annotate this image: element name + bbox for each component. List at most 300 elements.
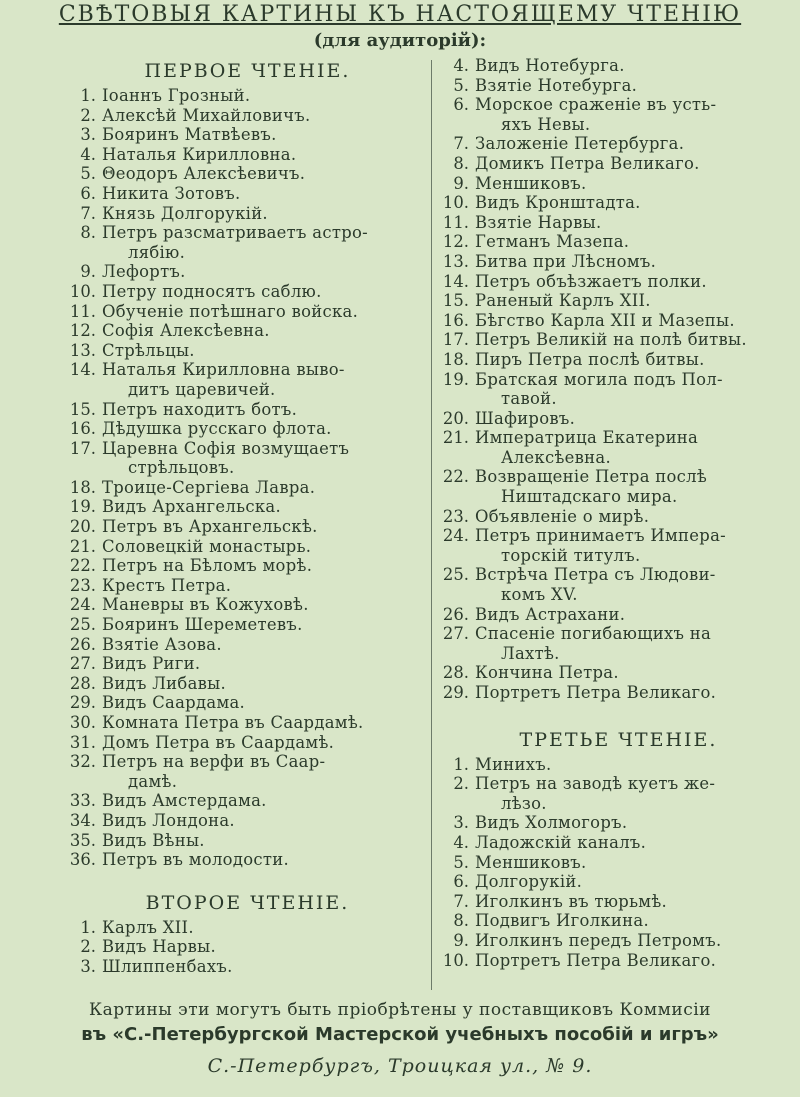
first-reading-heading: ПЕРВОЕ ЧТЕНІЕ. xyxy=(144,60,351,82)
item-number: 6. xyxy=(453,872,469,892)
list-item xyxy=(437,252,800,272)
item-number: 4. xyxy=(453,56,469,75)
list-item xyxy=(437,291,800,311)
item-number: 8. xyxy=(80,223,96,243)
item-number: 34. xyxy=(69,810,96,830)
item-text xyxy=(475,232,800,252)
second-reading-list xyxy=(40,918,425,977)
list-item xyxy=(40,164,425,184)
item-number: 2. xyxy=(80,937,96,957)
list-item xyxy=(437,134,800,154)
item-number: 3. xyxy=(80,956,96,976)
item-text-continuation: лябію. xyxy=(128,242,186,262)
item-text xyxy=(102,86,422,106)
item-number: 19. xyxy=(442,369,469,389)
list-item xyxy=(40,693,425,713)
list-item xyxy=(437,409,800,429)
item-text xyxy=(475,467,800,506)
list-item xyxy=(40,125,425,145)
list-item xyxy=(437,755,800,775)
item-number: 24. xyxy=(442,526,469,546)
item-number: 11. xyxy=(442,212,469,232)
item-number: 25. xyxy=(442,565,469,585)
item-text-line: Спасеніе погибающихъ на xyxy=(475,624,712,644)
list-item xyxy=(40,733,425,753)
item-text-line: Троице-Сергіева Лавра. xyxy=(102,477,316,497)
item-text-line: Бояринъ Шереметевъ. xyxy=(102,615,303,635)
list-item xyxy=(40,576,425,596)
item-text-line: Наталья Кирилловна выво- xyxy=(102,360,345,380)
item-text xyxy=(475,663,800,683)
item-number: 9. xyxy=(453,173,469,193)
item-text-line: Петръ объѣзжаетъ полки. xyxy=(475,271,707,291)
item-text xyxy=(102,654,422,674)
item-text xyxy=(102,478,422,498)
item-text xyxy=(102,360,422,399)
item-text-line: Шлиппенбахъ. xyxy=(102,956,233,976)
list-item xyxy=(40,517,425,537)
list-item xyxy=(40,439,425,478)
item-number: 10. xyxy=(442,193,469,213)
list-item xyxy=(40,674,425,694)
item-text xyxy=(475,174,800,194)
item-text xyxy=(475,911,800,931)
item-text xyxy=(475,330,800,350)
item-text-continuation: стрѣльцовъ. xyxy=(128,458,235,478)
item-text-line: Объявленіе о мирѣ. xyxy=(475,506,650,526)
item-number: 13. xyxy=(442,251,469,271)
item-text-line: Раненый Карлъ XII. xyxy=(475,291,651,311)
item-text xyxy=(475,951,800,971)
item-number: 31. xyxy=(69,732,96,752)
item-text-line: Софія Алексѣевна. xyxy=(102,321,270,341)
third-reading-list xyxy=(437,755,800,971)
item-text-line: Портретъ Петра Великаго. xyxy=(475,683,717,702)
list-item xyxy=(437,683,800,703)
item-text-continuation: дамѣ. xyxy=(128,771,178,791)
item-number: 28. xyxy=(69,673,96,693)
item-number: 6. xyxy=(80,183,96,203)
right-column xyxy=(437,56,800,970)
item-text-line: Видъ Нарвы. xyxy=(102,937,217,957)
list-item xyxy=(437,370,800,409)
item-text xyxy=(475,134,800,154)
list-item xyxy=(437,232,800,252)
item-text xyxy=(102,635,422,655)
item-text xyxy=(102,752,422,791)
list-item xyxy=(40,556,425,576)
item-text xyxy=(102,223,422,262)
list-item xyxy=(40,537,425,557)
list-item xyxy=(437,931,800,951)
item-text xyxy=(102,693,422,713)
item-text xyxy=(102,733,422,753)
list-item xyxy=(437,663,800,683)
item-text xyxy=(475,755,800,775)
item-number: 1. xyxy=(80,86,96,105)
item-text-line: Взятіе Нотебурга. xyxy=(475,75,638,95)
list-item xyxy=(437,951,800,971)
list-item xyxy=(437,154,800,174)
item-text-continuation: комъ XV. xyxy=(501,585,578,605)
item-number: 35. xyxy=(69,830,96,850)
list-item xyxy=(437,853,800,873)
item-text xyxy=(102,615,422,635)
item-text-line: Иголкинъ въ тюрьмѣ. xyxy=(475,891,668,911)
item-number: 23. xyxy=(69,575,96,595)
list-item xyxy=(40,831,425,851)
item-text xyxy=(102,713,422,733)
item-number: 30. xyxy=(69,713,96,732)
item-text-line: Петръ находитъ ботъ. xyxy=(102,399,298,419)
item-text xyxy=(102,497,422,517)
item-text xyxy=(102,791,422,811)
item-text-line: Кончина Петра. xyxy=(475,663,619,683)
list-item xyxy=(40,654,425,674)
list-item xyxy=(437,467,800,506)
list-item xyxy=(40,204,425,224)
item-number: 7. xyxy=(80,203,96,223)
list-item xyxy=(40,400,425,420)
item-text-line: Видъ Холмогоръ. xyxy=(475,813,628,833)
footer-note: Картины эти могутъ быть пріобрѣтены у поставщиковъ Коммисіи xyxy=(89,1000,711,1020)
item-text-line: Петръ въ Архангельскѣ. xyxy=(102,517,318,537)
item-number: 1. xyxy=(80,917,96,937)
item-number: 1. xyxy=(453,754,469,774)
list-item xyxy=(437,56,800,76)
item-number: 10. xyxy=(69,281,96,301)
item-number: 16. xyxy=(442,310,469,330)
item-text-continuation: лѣзо. xyxy=(501,793,547,813)
item-text-line: Петръ въ молодости. xyxy=(102,850,289,870)
item-number: 5. xyxy=(453,75,469,95)
item-number: 27. xyxy=(442,624,469,644)
item-number: 18. xyxy=(442,349,469,369)
item-text xyxy=(475,526,800,565)
item-text xyxy=(102,125,422,145)
item-text-line: Бояринъ Матвѣевъ. xyxy=(102,125,277,145)
list-item xyxy=(40,106,425,126)
list-item xyxy=(40,184,425,204)
item-number: 5. xyxy=(80,164,96,184)
item-text xyxy=(102,184,422,204)
item-text xyxy=(102,674,422,694)
item-text xyxy=(102,302,422,322)
item-text-line: Стрѣльцы. xyxy=(102,340,195,360)
item-text xyxy=(475,624,800,663)
item-number: 26. xyxy=(69,634,96,654)
item-text xyxy=(102,937,422,957)
item-text-line: Князь Долгорукій. xyxy=(102,203,268,223)
item-text xyxy=(102,106,422,126)
item-number: 7. xyxy=(453,134,469,154)
item-text-line: Бѣгство Карла XII и Мазепы. xyxy=(475,310,735,330)
item-text xyxy=(475,311,800,331)
item-text-line: Пиръ Петра послѣ битвы. xyxy=(475,349,705,369)
item-text-line: Подвигъ Иголкина. xyxy=(475,911,649,931)
item-text xyxy=(475,872,800,892)
list-item xyxy=(40,635,425,655)
list-item xyxy=(437,892,800,912)
item-text-line: Карлъ XII. xyxy=(102,917,194,937)
item-text xyxy=(102,204,422,224)
item-text-line: Обученіе потѣшнаго войска. xyxy=(102,301,359,321)
item-text xyxy=(102,850,422,870)
item-text xyxy=(102,595,422,615)
item-text xyxy=(102,400,422,420)
item-number: 11. xyxy=(69,301,96,321)
item-number: 27. xyxy=(69,654,96,674)
item-number: 8. xyxy=(453,153,469,173)
item-text xyxy=(102,811,422,831)
item-text xyxy=(475,370,800,409)
item-text-continuation: Лахтѣ. xyxy=(501,643,560,663)
item-text xyxy=(475,853,800,873)
item-text xyxy=(102,419,422,439)
item-text-line: Шафировъ. xyxy=(475,408,576,428)
column-divider xyxy=(431,60,432,990)
item-text-line: Домикъ Петра Великаго. xyxy=(475,153,700,173)
item-text-line: Іоаннъ Грозный. xyxy=(102,86,251,105)
item-text-line: Петру подносятъ саблю. xyxy=(102,281,322,301)
item-text-line: Видъ Либавы. xyxy=(102,673,227,693)
item-text-continuation: дитъ царевичей. xyxy=(128,379,276,399)
item-number: 2. xyxy=(453,774,469,794)
list-item xyxy=(437,174,800,194)
list-item xyxy=(437,213,800,233)
item-text-line: Петръ принимаетъ Импера- xyxy=(475,526,726,546)
item-number: 5. xyxy=(453,852,469,872)
item-number: 17. xyxy=(69,438,96,458)
item-number: 20. xyxy=(69,517,96,537)
item-text xyxy=(102,282,422,302)
third-reading-heading: ТРЕТЬЕ ЧТЕНІЕ. xyxy=(519,728,718,751)
list-item xyxy=(40,615,425,635)
list-item xyxy=(437,330,800,350)
item-number: 16. xyxy=(69,419,96,439)
list-item xyxy=(40,478,425,498)
item-text xyxy=(102,918,422,938)
item-text xyxy=(475,76,800,96)
list-item xyxy=(40,811,425,831)
list-item xyxy=(40,262,425,282)
list-item xyxy=(437,76,800,96)
item-text xyxy=(475,193,800,213)
list-item xyxy=(40,321,425,341)
item-number: 28. xyxy=(442,663,469,683)
item-text-line: Алексѣй Михайловичъ. xyxy=(102,105,311,125)
item-number: 4. xyxy=(80,144,96,164)
item-text-line: Наталья Кирилловна. xyxy=(102,144,297,164)
item-number: 29. xyxy=(442,683,469,702)
item-text-continuation: торскій титулъ. xyxy=(501,545,641,565)
item-text xyxy=(102,537,422,557)
item-text xyxy=(475,56,800,76)
item-text-line: Взятіе Нарвы. xyxy=(475,212,602,232)
item-text-line: Заложеніе Петербурга. xyxy=(475,134,685,154)
list-item xyxy=(40,341,425,361)
item-text-line: Иголкинъ передъ Петромъ. xyxy=(475,930,722,950)
item-text-line: Меншиковъ. xyxy=(475,173,587,193)
item-text-line: Меншиковъ. xyxy=(475,852,587,872)
list-item xyxy=(40,145,425,165)
left-column xyxy=(40,56,425,977)
item-number: 21. xyxy=(69,536,96,556)
item-text-line: Видъ Риги. xyxy=(102,654,201,674)
item-number: 13. xyxy=(69,340,96,360)
list-item xyxy=(437,813,800,833)
item-text-line: Братская могила подъ Пол- xyxy=(475,369,723,389)
item-number: 36. xyxy=(69,850,96,870)
first-reading-list xyxy=(40,86,425,870)
item-text-line: Взятіе Азова. xyxy=(102,634,222,654)
list-item xyxy=(40,360,425,399)
list-item xyxy=(40,419,425,439)
item-text-line: Видъ Вѣны. xyxy=(102,830,205,850)
list-item xyxy=(40,918,425,938)
item-number: 14. xyxy=(69,360,96,380)
list-item xyxy=(437,526,800,565)
item-number: 18. xyxy=(69,477,96,497)
item-text xyxy=(102,145,422,165)
item-number: 22. xyxy=(442,467,469,487)
item-number: 24. xyxy=(69,595,96,615)
item-text-line: Θеодоръ Алексѣевичъ. xyxy=(102,164,306,184)
item-number: 3. xyxy=(453,813,469,833)
item-text xyxy=(102,556,422,576)
second-reading-heading: ВТОРОЕ ЧТЕНІЕ. xyxy=(145,891,350,914)
list-item xyxy=(40,302,425,322)
item-text xyxy=(475,931,800,951)
footer-address: С.-Петербургъ, Троицкая ул., № 9. xyxy=(207,1055,593,1077)
list-item xyxy=(40,957,425,977)
list-item xyxy=(437,605,800,625)
list-item xyxy=(40,595,425,615)
item-number: 12. xyxy=(442,232,469,252)
item-text-continuation: яхъ Невы. xyxy=(501,114,591,134)
item-text-line: Никита Зотовъ. xyxy=(102,183,241,203)
item-number: 26. xyxy=(442,604,469,624)
list-item xyxy=(437,565,800,604)
item-number: 14. xyxy=(442,271,469,291)
list-item xyxy=(40,791,425,811)
item-number: 15. xyxy=(69,399,96,419)
footer-publisher: въ «С.-Петербургской Мастерской учебныхъ пособій и игръ» xyxy=(81,1024,719,1045)
item-number: 20. xyxy=(442,408,469,428)
item-text-line: Петръ разсматриваетъ астро- xyxy=(102,223,369,243)
page-title: СВѢТОВЫЯ КАРТИНЫ КЪ НАСТОЯЩЕМУ ЧТЕНІЮ xyxy=(58,2,742,27)
list-item xyxy=(437,624,800,663)
item-number: 22. xyxy=(69,556,96,576)
list-item xyxy=(437,193,800,213)
item-number: 12. xyxy=(69,321,96,341)
item-text-continuation: Ништадскаго мира. xyxy=(501,487,678,507)
list-item xyxy=(40,497,425,517)
item-text xyxy=(475,507,800,527)
item-number: 21. xyxy=(442,428,469,448)
item-text-line: Императрица Екатерина xyxy=(475,428,699,448)
item-text-line: Ладожскій каналъ. xyxy=(475,832,647,852)
list-item xyxy=(437,774,800,813)
item-number: 2. xyxy=(80,105,96,125)
item-text xyxy=(475,291,800,311)
item-text xyxy=(102,262,422,282)
list-item xyxy=(437,872,800,892)
list-item xyxy=(437,95,800,134)
item-text-line: Видъ Астрахани. xyxy=(475,604,626,624)
item-text-line: Долгорукій. xyxy=(475,872,583,892)
item-text-line: Видъ Амстердама. xyxy=(102,791,267,811)
list-item xyxy=(40,223,425,262)
item-text-line: Крестъ Петра. xyxy=(102,575,232,595)
item-text-line: Петръ Великій на полѣ битвы. xyxy=(475,330,747,350)
item-text xyxy=(475,605,800,625)
list-item xyxy=(40,850,425,870)
item-text xyxy=(475,154,800,174)
item-number: 32. xyxy=(69,752,96,772)
item-number: 9. xyxy=(80,262,96,282)
page-subtitle: (для аудиторій): xyxy=(313,30,487,51)
item-text-line: Дѣдушка русскаго флота. xyxy=(102,419,332,439)
item-text xyxy=(475,833,800,853)
item-text-line: Комната Петра въ Саардамѣ. xyxy=(102,713,364,732)
item-number: 19. xyxy=(69,497,96,517)
list-item xyxy=(40,282,425,302)
item-text xyxy=(102,957,422,977)
item-number: 33. xyxy=(69,791,96,811)
item-number: 23. xyxy=(442,506,469,526)
list-item xyxy=(40,937,425,957)
item-text xyxy=(102,439,422,478)
item-number: 10. xyxy=(442,950,469,970)
item-text-line: Лефортъ. xyxy=(102,262,186,282)
item-text-line: Морское сраженіе въ усть- xyxy=(475,95,717,115)
list-item xyxy=(437,507,800,527)
item-text xyxy=(102,321,422,341)
item-number: 29. xyxy=(69,693,96,713)
item-text xyxy=(475,95,800,134)
second-reading-list-continued xyxy=(437,56,800,703)
item-text xyxy=(102,164,422,184)
item-text-line: Видъ Нотебурга. xyxy=(475,56,625,75)
item-text-line: Битва при Лѣсномъ. xyxy=(475,251,657,271)
item-number: 3. xyxy=(80,125,96,145)
item-number: 6. xyxy=(453,95,469,115)
item-text xyxy=(475,428,800,467)
item-text xyxy=(475,565,800,604)
item-text-line: Домъ Петра въ Саардамѣ. xyxy=(102,732,335,752)
item-text xyxy=(475,409,800,429)
item-text-line: Видъ Кронштадта. xyxy=(475,193,641,213)
item-text-line: Царевна Софія возмущаетъ xyxy=(102,438,350,458)
item-text-line: Видъ Саардама. xyxy=(102,693,246,713)
item-text xyxy=(475,813,800,833)
list-item xyxy=(437,911,800,931)
item-text-line: Видъ Архангельска. xyxy=(102,497,281,517)
item-text xyxy=(475,892,800,912)
item-text-line: Минихъ. xyxy=(475,754,552,774)
item-text xyxy=(475,774,800,813)
item-text xyxy=(475,350,800,370)
item-text-line: Петръ на верфи въ Саар- xyxy=(102,752,326,772)
item-text-line: Соловецкій монастырь. xyxy=(102,536,312,556)
list-item xyxy=(40,86,425,106)
item-text-line: Видъ Лондона. xyxy=(102,810,235,830)
item-text-line: Петръ на Бѣломъ морѣ. xyxy=(102,556,313,576)
item-text xyxy=(102,576,422,596)
item-number: 4. xyxy=(453,832,469,852)
item-number: 9. xyxy=(453,930,469,950)
